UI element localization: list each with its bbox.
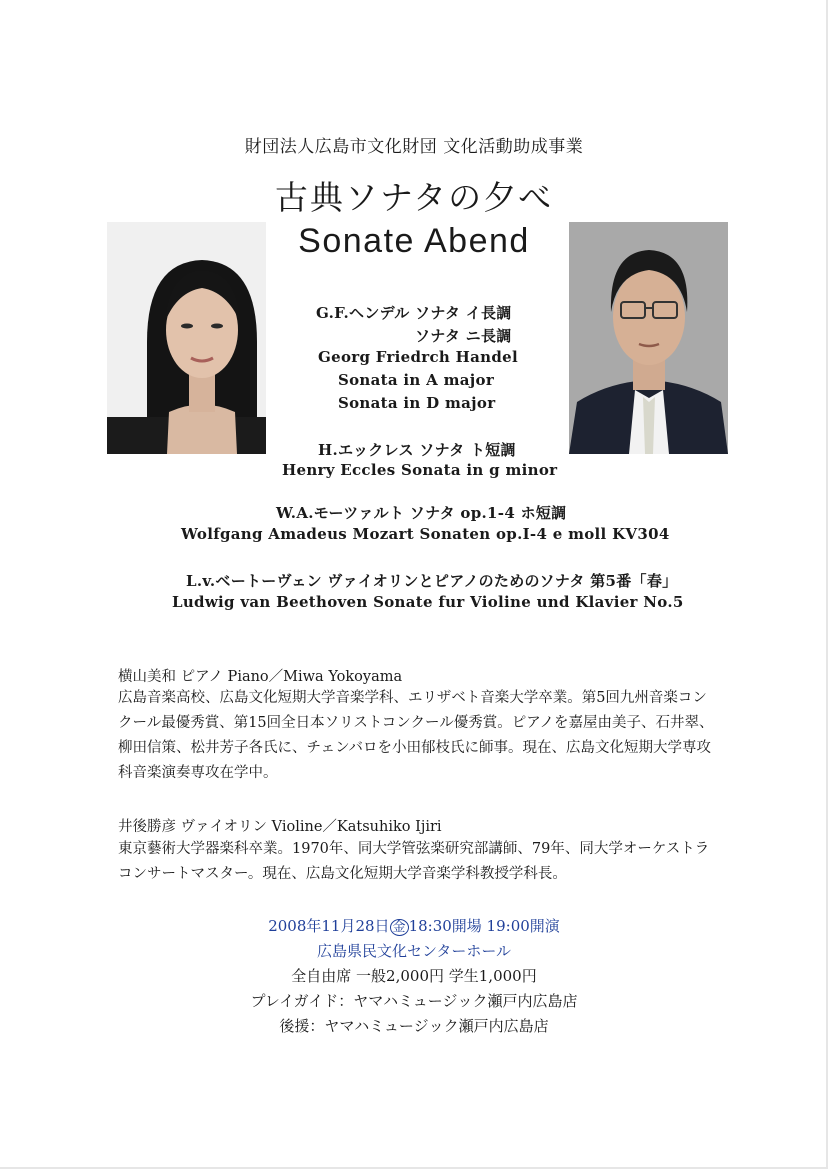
event-date: 2008年11月28日 bbox=[268, 917, 390, 935]
event-datetime bbox=[0, 915, 828, 936]
event-tickets: 全自由席 一般2,000円 学生1,000円 bbox=[291, 967, 537, 985]
program-handel-ja-2: ソナタ ニ長調 bbox=[415, 327, 512, 345]
event-venue: 広島県民文化センターホール bbox=[316, 942, 512, 960]
program-mozart-ja: W.A.モーツァルト ソナタ op.1-4 ホ短調 bbox=[276, 504, 567, 522]
event-playguide: プレイガイド：ヤマハミュージック瀬戸内広島店 bbox=[250, 992, 578, 1010]
program-beethoven-en: Ludwig van Beethoven Sonate fur Violine und Klavier No.5 bbox=[172, 593, 684, 611]
program-handel-sonata-a: Sonata in A major bbox=[338, 371, 495, 389]
event-weekday: 金 bbox=[390, 919, 409, 936]
program-eccles-en: Henry Eccles Sonata in g minor bbox=[282, 461, 558, 479]
event-times: 18:30開場 19:00開演 bbox=[408, 917, 560, 935]
title-german: Sonate Abend bbox=[298, 222, 530, 260]
pianist-bio: 広島音楽高校、広島文化短期大学音楽学科、エリザベト音楽大学卒業。第5回九州音楽コンクール最優秀賞、第15回全日本ソリストコンクール優秀賞。ピアノを嘉屋由美子、石井翠、柳田信策、松井芳子各氏に、チェンバロを小田郁枝氏に師事。現在、広島文化短期大学専攻科音楽演奏専攻在学中。 bbox=[118, 690, 714, 781]
violinist-heading: 井後勝彦 ヴァイオリン Violine／Katsuhiko Ijiri bbox=[118, 819, 442, 835]
pianist-heading: 横山美和 ピアノ Piano／Miwa Yokoyama bbox=[118, 669, 403, 685]
violinist-bio: 東京藝術大学器楽科卒業。1970年、同大学管弦楽研究部講師、79年、同大学オーケストラコンサートマスター。現在、広島文化短期大学音楽学科教授学科長。 bbox=[118, 841, 710, 882]
program-handel-sonata-d: Sonata in D major bbox=[338, 394, 496, 412]
title-japanese: 古典ソナタの夕べ bbox=[274, 178, 554, 217]
program-handel-en: Georg Friedrch Handel bbox=[318, 348, 518, 366]
violinist-photo bbox=[569, 222, 728, 454]
pianist-photo bbox=[107, 222, 266, 454]
event-support: 後援：ヤマハミュージック瀬戸内広島店 bbox=[279, 1017, 549, 1035]
program-eccles-ja: H.エックレス ソナタ ト短調 bbox=[318, 441, 516, 459]
sponsor-line: 財団法人広島市文化財団 文化活動助成事業 bbox=[244, 137, 584, 157]
program-handel-ja: G.F.ヘンデル ソナタ イ長調 bbox=[316, 304, 512, 322]
program-beethoven-ja: L.v.ベートーヴェン ヴァイオリンとピアノのためのソナタ 第5番「春」 bbox=[186, 572, 678, 590]
program-mozart-en: Wolfgang Amadeus Mozart Sonaten op.I-4 e moll KV304 bbox=[181, 525, 670, 543]
